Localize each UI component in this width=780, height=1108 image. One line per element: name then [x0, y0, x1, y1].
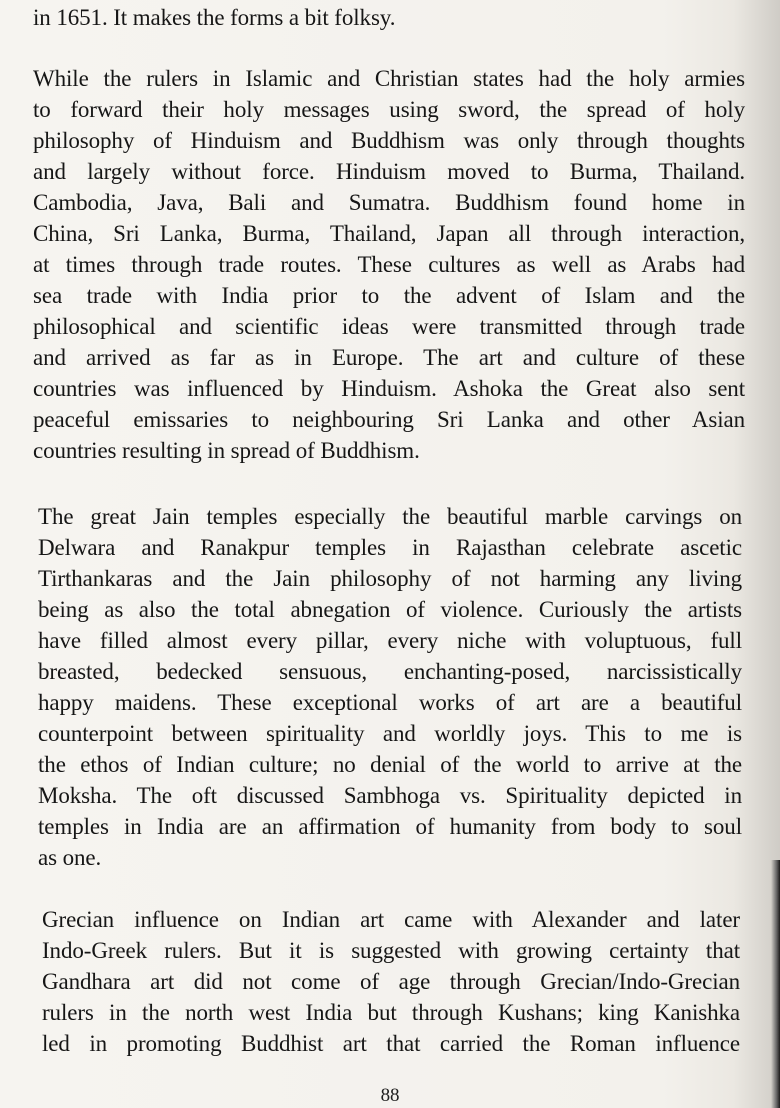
text-line: Tirthankaras and the Jain philosophy of not harming any living	[38, 566, 742, 591]
text-line: Cambodia, Java, Bali and Sumatra. Buddhism found home in	[33, 190, 745, 215]
paragraph-3	[38, 501, 742, 873]
text-line: the ethos of Indian culture; no denial of the world to arrive at the	[38, 752, 742, 777]
text-line: to forward their holy messages using sword, the spread of holy	[33, 97, 745, 122]
text-line: and largely without force. Hinduism moved to Burma, Thailand.	[33, 159, 745, 184]
text-line: countries resulting in spread of Buddhism.	[33, 438, 420, 463]
text-line: sea trade with India prior to the advent of Islam and the	[33, 283, 745, 308]
text-line: led in promoting Buddhist art that carried the Roman influence	[42, 1031, 740, 1056]
text-line: The great Jain temples especially the beautiful marble carvings on	[38, 504, 742, 529]
text-line: philosophy of Hinduism and Buddhism was only through thoughts	[33, 128, 745, 153]
text-line: rulers in the north west India but through Kushans; king Kanishka	[42, 1000, 740, 1025]
text-line: philosophical and scientific ideas were transmitted through trade	[33, 314, 745, 339]
text-line: peaceful emissaries to neighbouring Sri Lanka and other Asian	[33, 407, 745, 432]
text-line: Moksha. The oft discussed Sambhoga vs. Spirituality depicted in	[38, 783, 742, 808]
text-line: at times through trade routes. These cultures as well as Arabs had	[33, 252, 745, 277]
text-line: While the rulers in Islamic and Christian states had the holy armies	[33, 66, 745, 91]
text-line: Delwara and Ranakpur temples in Rajasthan celebrate ascetic	[38, 535, 742, 560]
text-line: Gandhara art did not come of age through Grecian/Indo-Grecian	[42, 969, 740, 994]
text-line: have filled almost every pillar, every niche with voluptuous, full	[38, 628, 742, 653]
text-line: being as also the total abnegation of violence. Curiously the artists	[38, 597, 742, 622]
page-number: 88	[380, 1085, 400, 1106]
text-line: and arrived as far as in Europe. The art and culture of these	[33, 345, 745, 370]
text-line: as one.	[38, 845, 102, 870]
paragraph-2	[33, 63, 745, 466]
text-line: happy maidens. These exceptional works of art are a beautiful	[38, 690, 742, 715]
text-line: temples in India are an affirmation of humanity from body to soul	[38, 814, 742, 839]
text-line: breasted, bedecked sensuous, enchanting-posed, narcissistically	[38, 659, 742, 684]
text-line: countries was influenced by Hinduism. Ashoka the Great also sent	[33, 376, 745, 401]
text-line: counterpoint between spirituality and worldly joys. This to me is	[38, 721, 742, 746]
page-edge-shadow	[771, 860, 780, 1108]
paragraph-1	[33, 2, 745, 33]
text-line: in 1651. It makes the forms a bit folksy.	[33, 5, 396, 30]
text-line: China, Sri Lanka, Burma, Thailand, Japan all through interaction,	[33, 221, 745, 246]
text-line: Indo-Greek rulers. But it is suggested with growing certainty that	[42, 938, 740, 963]
text-line: Grecian influence on Indian art came with Alexander and later	[42, 907, 740, 932]
paragraph-4	[42, 904, 740, 1059]
